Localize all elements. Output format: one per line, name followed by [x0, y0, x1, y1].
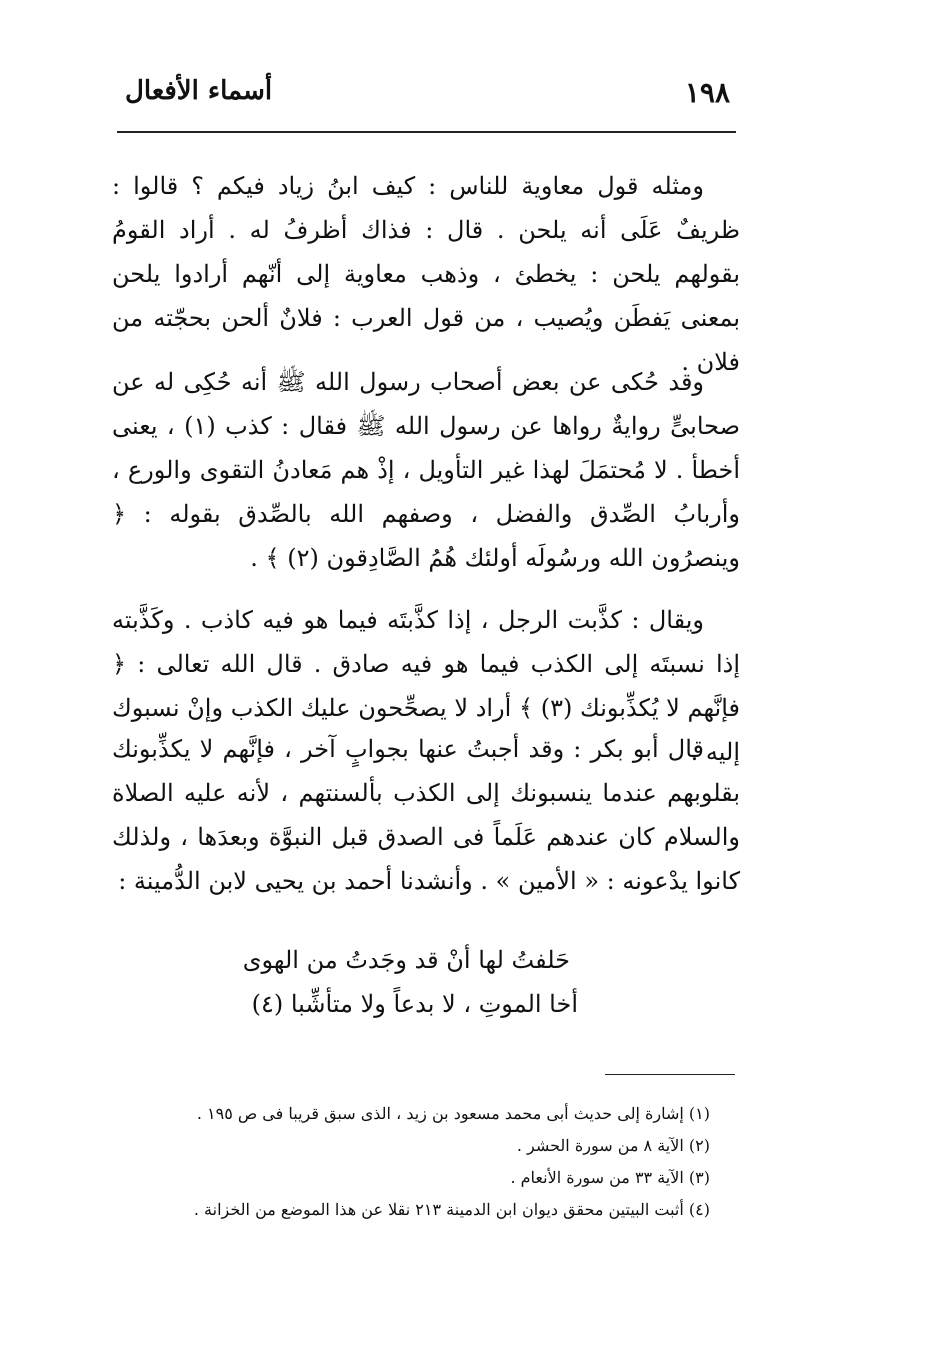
body-paragraph-2 [112, 360, 740, 580]
paragraph-text: وقد حُكى عن بعض أصحاب رسول الله ﷺ أنه حُكِى له عن صحابىٍّ روايةٌ رواها عن رسول الله ﷺ فقال : كذب (١) ، يعنى أخطأ . لا مُحتمَلَ لهذا غير التأويل ، إذْ هم مَعادنُ التقوى والورع ، وأربابُ الصِّدق والفضل ، وصفهم الله بالصِّدق بقوله : ﴿ وينصرُون الله ورسُولَه أولئك هُمُ الصَّادِقون (٢) ﴾ . [112, 368, 740, 572]
paragraph-text: قال أبو بكر : وقد أجبتُ عنها بجوابٍ آخر ، فإنَّهم لا يكذِّبونك بقلوبهم عندما ينسبونك إلى الكذب بألسنتهم ، لأنه عليه الصلاة والسلام كان عندهم عَلَماً فى الصدق قبل النبوَّة وبعدَها ، ولذلك كانوا يدْعونه : « الأمين » . وأنشدنا أحمد بن يحيى لابن الدُّمينة : [112, 735, 740, 895]
footnote-3: (٣) الآية ٣٣ من سورة الأنعام . [510, 1168, 710, 1187]
body-paragraph-1 [112, 164, 740, 384]
running-title: أسماء الأفعال [125, 76, 273, 106]
verse-line-1: حَلفتُ لها أنْ قد وجَدتُ من الهوى [242, 946, 570, 974]
verse-line-2: أخا الموتِ ، لا بدعاً ولا متأشِّبا (٤) [251, 990, 578, 1018]
body-paragraph-4 [112, 727, 740, 903]
footnotes [110, 1098, 710, 1226]
paragraph-text: ومثله قول معاوية للناس : كيف ابنُ زياد فيكم ؟ قالوا : ظريفٌ عَلَى أنه يلحن . قال : فذاك أظرفُ له . أراد القومُ بقولهم يلحن : يخطئ ، وذهب معاوية إلى أنّهم أرادوا يلحن بمعنى يَفطَن ويُصيب ، من قول العرب : فلانٌ ألحن بحجّته من فلان . [112, 172, 740, 376]
page-number: ١٩٨ [684, 76, 730, 109]
paragraph-text: ويقال : كذَّبت الرجل ، إذا كذَّبتَه فيما هو فيه كاذب . وكَذَّبته إذا نسبتَه إلى الكذب فيما هو فيه صادق . قال الله تعالى : ﴿ فإنَّهم لا يُكذِّبونك (٣) ﴾ أراد لا يصحِّحون عليك الكذب وإنْ نسبوك إليه . [112, 606, 740, 766]
footnote-4: (٤) أثبت البيتين محقق ديوان ابن الدمينة ٢١٣ نقلا عن هذا الموضع من الخزانة . [193, 1200, 710, 1219]
header-divider [117, 131, 736, 133]
footnote-1: (١) إشارة إلى حديث أبى محمد مسعود بن زيد ، الذى سبق قريبا فى ص ١٩٥ . [196, 1104, 710, 1123]
footnote-divider [605, 1074, 735, 1075]
footnote-2: (٢) الآية ٨ من سورة الحشر . [516, 1136, 710, 1155]
